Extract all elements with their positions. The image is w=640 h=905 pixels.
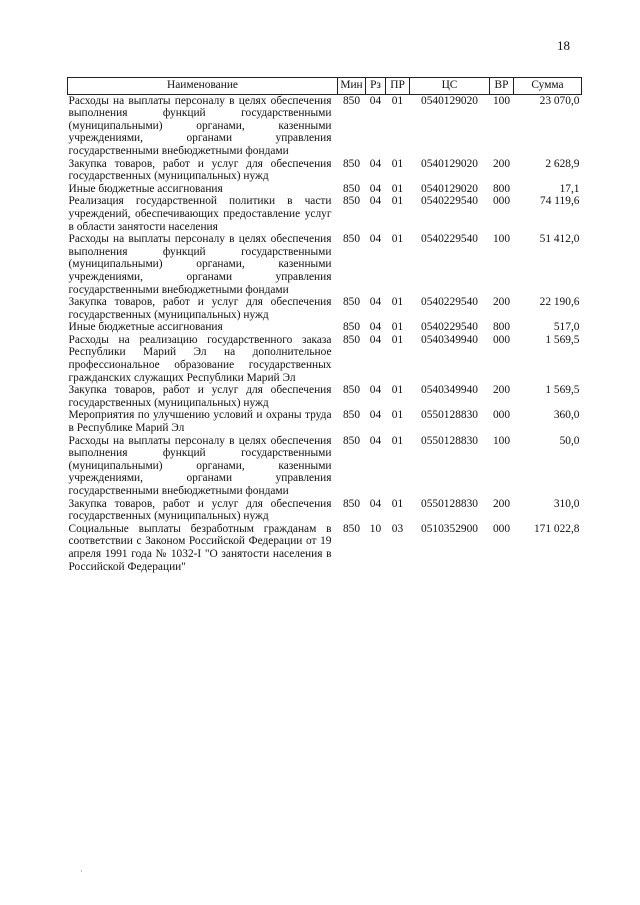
cell-sum: 17,1 [559, 182, 580, 195]
cell-vr: 000 [492, 522, 511, 535]
cell-vr: 200 [492, 296, 511, 309]
cell-pr: 01 [391, 296, 404, 309]
cell-sum: 74 119,6 [540, 195, 580, 208]
cell-cs: 0540129020 [421, 157, 478, 170]
cell-pr: 01 [391, 497, 404, 510]
table-row [68, 94, 582, 157]
cell-sum: 517,0 [553, 321, 580, 334]
cell-vr: 100 [492, 233, 511, 246]
table-row [68, 183, 582, 196]
cell-name: Закупка товаров, работ и услуг для обеспечения государственных (муниципальных) нужд [68, 296, 332, 321]
table-row [68, 435, 582, 498]
table-row [68, 195, 582, 233]
cell-min: 850 [342, 157, 361, 170]
cell-min: 850 [342, 497, 361, 510]
cell-cs: 0540229540 [421, 321, 478, 334]
cell-name: Мероприятия по улучшению условий и охраны труда в Республике Марий Эл [68, 409, 332, 435]
table-row [68, 498, 582, 523]
budget-table-container [67, 77, 581, 573]
cell-name: Реализация государственной политики в части учреждений, обеспечивающих предоставление услуг в области занятости населения [68, 195, 332, 233]
cell-cs: 0510352900 [421, 522, 478, 535]
cell-vr: 200 [492, 157, 511, 170]
cell-sum: 2 628,9 [545, 157, 580, 170]
table-body [68, 94, 582, 573]
cell-cs: 0540129020 [421, 94, 478, 107]
cell-rz: 04 [369, 409, 382, 422]
cell-pr: 01 [391, 94, 404, 107]
header-min: Мин [338, 78, 366, 95]
cell-min: 850 [342, 522, 361, 535]
table-row [68, 384, 582, 409]
cell-min: 850 [342, 409, 361, 422]
cell-sum: 51 412,0 [539, 233, 580, 246]
cell-vr: 200 [492, 384, 511, 397]
table-row [68, 334, 582, 384]
cell-cs: 0540349940 [421, 384, 478, 397]
table-header [68, 78, 582, 95]
cell-vr: 100 [492, 434, 511, 447]
cell-min: 850 [342, 182, 361, 195]
cell-vr: 100 [492, 94, 511, 107]
cell-name: Иные бюджетные ассигнования [68, 182, 223, 195]
cell-cs: 0550128830 [421, 409, 478, 422]
cell-name: Социальные выплаты безработным гражданам в соответствии с Законом Российской Федерации от 19 апреля 1991 года № 1032-I "О занятости населения в Российской Федерации" [68, 522, 332, 573]
cell-sum: 171 022,8 [533, 522, 580, 535]
cell-min: 850 [342, 384, 361, 397]
cell-pr: 01 [391, 384, 404, 397]
table-row [68, 523, 582, 573]
cell-rz: 04 [369, 434, 382, 447]
cell-cs: 0540229540 [421, 195, 478, 208]
cell-min: 850 [342, 321, 361, 334]
cell-cs: 0540129020 [421, 182, 478, 195]
cell-min: 850 [342, 333, 361, 346]
cell-vr: 000 [492, 409, 511, 422]
cell-name: Иные бюджетные ассигнования [68, 321, 223, 334]
table-row [68, 321, 582, 334]
cell-name: Закупка товаров, работ и услуг для обеспечения государственных (муниципальных) нужд [68, 157, 332, 183]
cell-vr: 000 [492, 195, 511, 208]
cell-rz: 04 [369, 296, 382, 309]
header-rz: Рз [366, 78, 386, 95]
cell-pr: 01 [391, 333, 404, 346]
cell-min: 850 [342, 233, 361, 246]
scan-mark: · [80, 866, 83, 876]
cell-rz: 04 [369, 497, 382, 510]
cell-cs: 0540349940 [421, 333, 478, 346]
cell-pr: 01 [391, 321, 404, 334]
cell-name: Расходы на выплаты персоналу в целях обеспечения выполнения функций государственными (муниципальными) органами, казенными учреждениями, органами управления государственными внебюджетными фондами [68, 434, 332, 497]
cell-sum: 22 190,6 [539, 296, 580, 309]
cell-name: Расходы на выплаты персоналу в целях обеспечения выполнения функций государственными (муниципальными) органами, казенными учреждениями, органами управления государственными внебюджетными фондами [68, 233, 332, 296]
cell-name: Закупка товаров, работ и услуг для обеспечения государственных (муниципальных) нужд [68, 384, 332, 409]
cell-vr: 800 [492, 321, 511, 334]
cell-cs: 0550128830 [421, 497, 478, 510]
cell-sum: 310,0 [553, 497, 580, 510]
cell-pr: 03 [391, 522, 404, 535]
cell-vr: 800 [492, 182, 511, 195]
cell-cs: 0550128830 [421, 434, 478, 447]
cell-rz: 04 [369, 233, 382, 246]
cell-pr: 01 [391, 233, 404, 246]
cell-rz: 04 [369, 94, 382, 107]
header-pr: ПР [386, 78, 410, 95]
cell-vr: 000 [492, 333, 511, 346]
cell-name: Закупка товаров, работ и услуг для обеспечения государственных (муниципальных) нужд [68, 497, 332, 523]
header-cs: ЦС [410, 78, 490, 95]
cell-rz: 10 [369, 522, 382, 535]
cell-rz: 04 [369, 384, 382, 397]
cell-min: 850 [342, 296, 361, 309]
cell-rz: 04 [369, 182, 382, 195]
cell-rz: 04 [369, 321, 382, 334]
header-vr: ВР [490, 78, 514, 95]
cell-cs: 0540229540 [421, 296, 478, 309]
table-row [68, 233, 582, 296]
cell-sum: 360,0 [553, 409, 580, 422]
cell-name: Расходы на реализацию государственного заказа Республики Марий Эл на дополнительное профессиональное образование государственных гражданских служащих Республики Марий Эл [68, 333, 332, 384]
cell-min: 850 [342, 434, 361, 447]
cell-pr: 01 [391, 157, 404, 170]
cell-min: 850 [342, 94, 361, 107]
header-name: Наименование [68, 78, 338, 95]
cell-sum: 1 569,5 [545, 333, 580, 346]
cell-rz: 04 [369, 333, 382, 346]
cell-rz: 04 [369, 157, 382, 170]
cell-pr: 01 [391, 195, 404, 208]
cell-min: 850 [342, 195, 361, 208]
cell-pr: 01 [391, 182, 404, 195]
cell-sum: 1 569,5 [545, 384, 580, 397]
header-sum: Сумма [514, 78, 582, 95]
cell-name: Расходы на выплаты персоналу в целях обеспечения выполнения функций государственными (муниципальными) органами, казенными учреждениями, органами управления государственными внебюджетными фондами [68, 94, 332, 157]
cell-pr: 01 [391, 409, 404, 422]
cell-rz: 04 [369, 195, 382, 208]
cell-vr: 200 [492, 497, 511, 510]
table-row [68, 409, 582, 434]
page-number: 18 [557, 38, 570, 53]
budget-table [67, 77, 582, 573]
cell-pr: 01 [391, 434, 404, 447]
table-row [68, 158, 582, 183]
cell-sum: 50,0 [559, 434, 580, 447]
cell-sum: 23 070,0 [539, 94, 580, 107]
cell-cs: 0540229540 [421, 233, 478, 246]
table-row [68, 296, 582, 321]
